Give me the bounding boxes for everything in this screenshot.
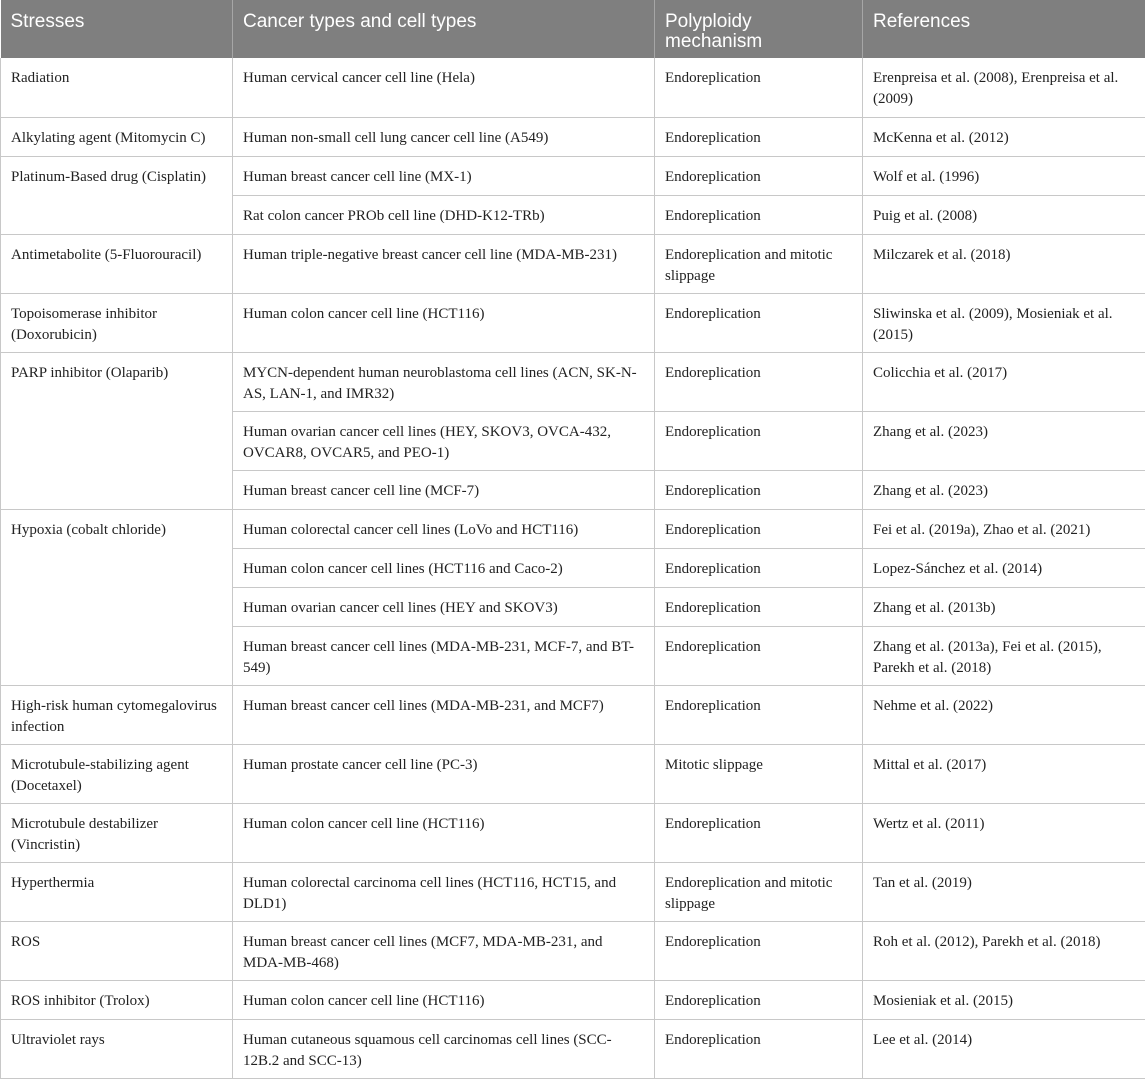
reference-cell: Lopez-Sánchez et al. (2014) <box>863 548 1145 587</box>
mechanism-cell: Endoreplication <box>655 58 863 117</box>
reference-cell: Sliwinska et al. (2009), Mosieniak et al. (2015) <box>863 293 1145 352</box>
cell-type-cell: MYCN-dependent human neuroblastoma cell lines (ACN, SK-N-AS, LAN-1, and IMR32) <box>233 352 655 411</box>
cell-type-cell: Human breast cancer cell line (MX-1) <box>233 156 655 195</box>
reference-cell: Milczarek et al. (2018) <box>863 234 1145 293</box>
header-row <box>1 0 1145 58</box>
cell-type-cell: Human breast cancer cell line (MCF-7) <box>233 470 655 509</box>
stress-cell: High-risk human cytomegalovirus infection <box>1 685 233 744</box>
cell-type-cell: Human ovarian cancer cell lines (HEY and SKOV3) <box>233 587 655 626</box>
reference-cell: Wolf et al. (1996) <box>863 156 1145 195</box>
cell-type-cell: Human breast cancer cell lines (MDA-MB-231, MCF-7, and BT-549) <box>233 626 655 685</box>
mechanism-cell: Endoreplication <box>655 352 863 411</box>
stress-cell: Microtubule-stabilizing agent (Docetaxel) <box>1 744 233 803</box>
table-body <box>1 58 1145 1078</box>
stress-cell: Hyperthermia <box>1 862 233 921</box>
cell-type-cell: Human cervical cancer cell line (Hela) <box>233 58 655 117</box>
cell-type-cell: Human colon cancer cell line (HCT116) <box>233 293 655 352</box>
header-polyploidy-mechanism: Polyploidy mechanism <box>655 0 863 58</box>
mechanism-cell: Endoreplication <box>655 195 863 234</box>
table-row <box>1 234 1145 293</box>
table-row <box>1 980 1145 1019</box>
mechanism-cell: Endoreplication <box>655 803 863 862</box>
table-row <box>1 58 1145 117</box>
stress-cell: Antimetabolite (5-Fluorouracil) <box>1 234 233 293</box>
table-row <box>1 1019 1145 1078</box>
table-row <box>1 862 1145 921</box>
mechanism-cell: Endoreplication <box>655 626 863 685</box>
cell-type-cell: Human prostate cancer cell line (PC-3) <box>233 744 655 803</box>
cell-type-cell: Human breast cancer cell lines (MCF7, MDA-MB-231, and MDA-MB-468) <box>233 921 655 980</box>
mechanism-cell: Endoreplication <box>655 509 863 548</box>
reference-cell: Mosieniak et al. (2015) <box>863 980 1145 1019</box>
reference-cell: McKenna et al. (2012) <box>863 117 1145 156</box>
mechanism-cell: Endoreplication <box>655 921 863 980</box>
table-row <box>1 921 1145 980</box>
reference-cell: Zhang et al. (2023) <box>863 411 1145 470</box>
cell-type-cell: Human colon cancer cell line (HCT116) <box>233 803 655 862</box>
table-row <box>1 117 1145 156</box>
mechanism-cell: Endoreplication <box>655 980 863 1019</box>
table-row <box>1 352 1145 411</box>
header-stresses: Stresses <box>1 0 233 58</box>
cell-type-cell: Human colorectal cancer cell lines (LoVo and HCT116) <box>233 509 655 548</box>
mechanism-cell: Endoreplication <box>655 548 863 587</box>
reference-cell: Lee et al. (2014) <box>863 1019 1145 1078</box>
reference-cell: Wertz et al. (2011) <box>863 803 1145 862</box>
mechanism-cell: Mitotic slippage <box>655 744 863 803</box>
reference-cell: Nehme et al. (2022) <box>863 685 1145 744</box>
stress-cell: ROS inhibitor (Trolox) <box>1 980 233 1019</box>
stress-cell: Alkylating agent (Mitomycin C) <box>1 117 233 156</box>
stress-cell: PARP inhibitor (Olaparib) <box>1 352 233 509</box>
stress-cell: Topoisomerase inhibitor (Doxorubicin) <box>1 293 233 352</box>
header-cancer-cell-types: Cancer types and cell types <box>233 0 655 58</box>
reference-cell: Zhang et al. (2023) <box>863 470 1145 509</box>
cell-type-cell: Human breast cancer cell lines (MDA-MB-231, and MCF7) <box>233 685 655 744</box>
table-row <box>1 156 1145 195</box>
table-row <box>1 803 1145 862</box>
mechanism-cell: Endoreplication <box>655 587 863 626</box>
stress-cell: Ultraviolet rays <box>1 1019 233 1078</box>
stress-cell: Radiation <box>1 58 233 117</box>
reference-cell: Fei et al. (2019a), Zhao et al. (2021) <box>863 509 1145 548</box>
reference-cell: Puig et al. (2008) <box>863 195 1145 234</box>
mechanism-cell: Endoreplication and mitotic slippage <box>655 234 863 293</box>
mechanism-cell: Endoreplication <box>655 117 863 156</box>
stress-cell: Hypoxia (cobalt chloride) <box>1 509 233 685</box>
cell-type-cell: Rat colon cancer PROb cell line (DHD-K12-TRb) <box>233 195 655 234</box>
reference-cell: Roh et al. (2012), Parekh et al. (2018) <box>863 921 1145 980</box>
stress-cell: Microtubule destabilizer (Vincristin) <box>1 803 233 862</box>
mechanism-cell: Endoreplication <box>655 685 863 744</box>
mechanism-cell: Endoreplication <box>655 470 863 509</box>
reference-cell: Tan et al. (2019) <box>863 862 1145 921</box>
table-row <box>1 744 1145 803</box>
reference-cell: Zhang et al. (2013b) <box>863 587 1145 626</box>
header-references: References <box>863 0 1145 58</box>
cell-type-cell: Human non-small cell lung cancer cell line (A549) <box>233 117 655 156</box>
mechanism-cell: Endoreplication and mitotic slippage <box>655 862 863 921</box>
table-header <box>1 0 1145 58</box>
cell-type-cell: Human ovarian cancer cell lines (HEY, SKOV3, OVCA-432, OVCAR8, OVCAR5, and PEO-1) <box>233 411 655 470</box>
mechanism-cell: Endoreplication <box>655 411 863 470</box>
table-row <box>1 509 1145 548</box>
mechanism-cell: Endoreplication <box>655 156 863 195</box>
mechanism-cell: Endoreplication <box>655 1019 863 1078</box>
cell-type-cell: Human cutaneous squamous cell carcinomas cell lines (SCC-12B.2 and SCC-13) <box>233 1019 655 1078</box>
table-row <box>1 293 1145 352</box>
cell-type-cell: Human colon cancer cell lines (HCT116 and Caco-2) <box>233 548 655 587</box>
reference-cell: Zhang et al. (2013a), Fei et al. (2015), Parekh et al. (2018) <box>863 626 1145 685</box>
cell-type-cell: Human colorectal carcinoma cell lines (HCT116, HCT15, and DLD1) <box>233 862 655 921</box>
mechanism-cell: Endoreplication <box>655 293 863 352</box>
reference-cell: Mittal et al. (2017) <box>863 744 1145 803</box>
cell-type-cell: Human triple-negative breast cancer cell line (MDA-MB-231) <box>233 234 655 293</box>
reference-cell: Erenpreisa et al. (2008), Erenpreisa et al. (2009) <box>863 58 1145 117</box>
stress-cell: ROS <box>1 921 233 980</box>
cell-type-cell: Human colon cancer cell line (HCT116) <box>233 980 655 1019</box>
reference-cell: Colicchia et al. (2017) <box>863 352 1145 411</box>
table-row <box>1 685 1145 744</box>
stress-cell: Platinum-Based drug (Cisplatin) <box>1 156 233 234</box>
